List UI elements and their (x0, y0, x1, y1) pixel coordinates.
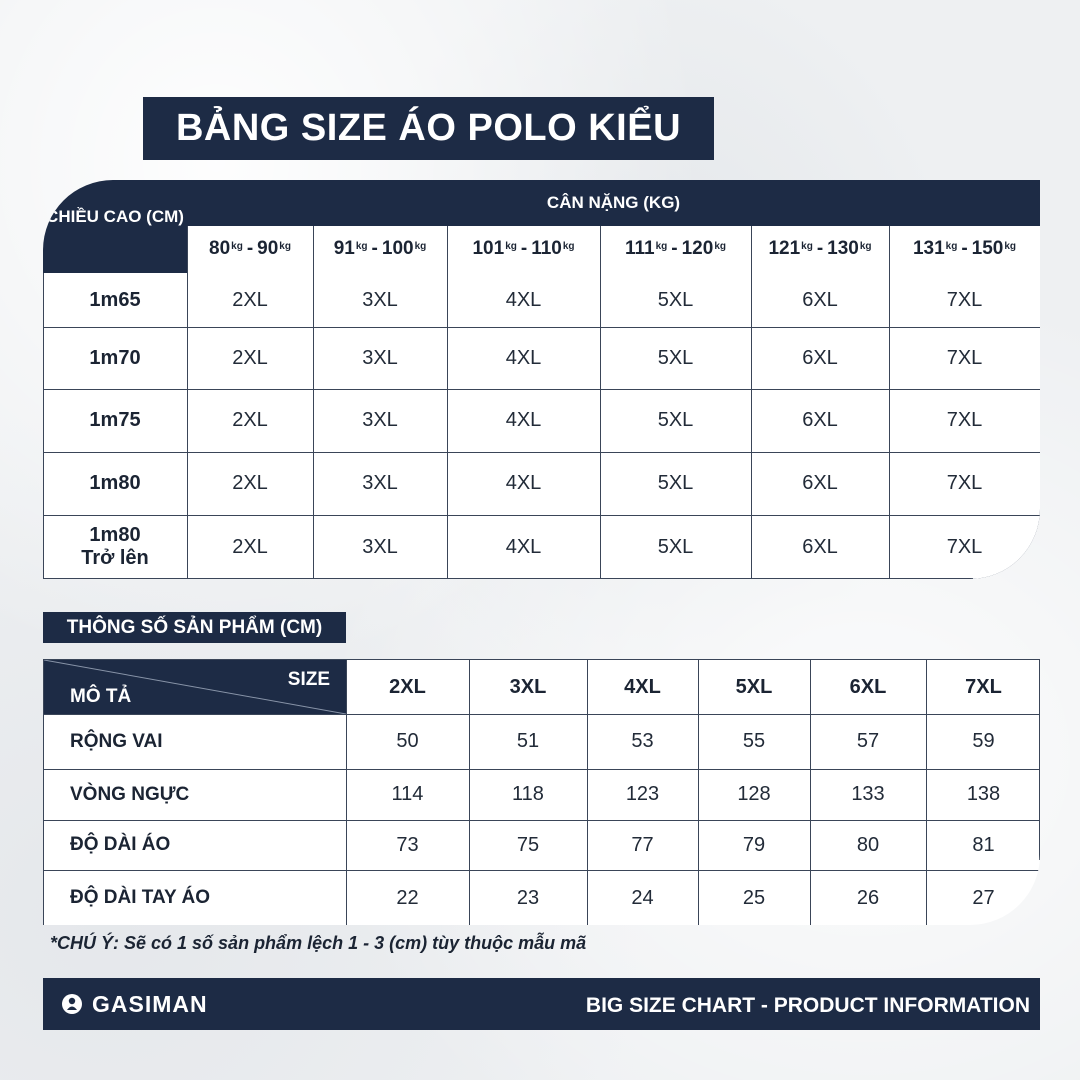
weight-unit: kg (1004, 240, 1017, 252)
spec-value-cell: 128 (737, 783, 771, 805)
size-header-cell: 2XL (389, 675, 426, 698)
product-spec-table (43, 659, 1040, 925)
grid-line (187, 225, 1040, 226)
grid-line (469, 660, 470, 925)
height-cell (43, 515, 187, 579)
size-cell: 5XL (657, 472, 694, 494)
height-cell: 1m80 (89, 472, 141, 494)
brand-name: GASIMAN (92, 990, 208, 1017)
weight-to: 90 (257, 238, 279, 259)
note-text: *CHÚ Ý: Sẽ có 1 số sản phẩm lệch 1 - 3 (cm) tùy thuộc mẫu mã (50, 933, 587, 953)
spec-value-cell: 53 (631, 730, 654, 752)
spec-value-cell: 73 (396, 833, 419, 856)
spec-value-cell: 22 (396, 886, 419, 909)
size-cell: 2XL (232, 288, 268, 311)
size-header-cell: 6XL (849, 675, 887, 698)
size-cell: 3XL (362, 346, 398, 369)
weight-unit: kg (801, 240, 813, 252)
height-cell: 1m70 (89, 346, 141, 369)
size-header-cell: 7XL (965, 675, 1002, 698)
spec-value-cell: 51 (516, 730, 540, 752)
weight-to: 100 (381, 238, 414, 259)
spec-value-cell: 80 (856, 833, 880, 856)
description-header-label: MÔ TẢ (70, 686, 132, 707)
weight-unit: kg (562, 240, 575, 252)
weight-from: 91 (333, 238, 355, 259)
spec-value-cell: 59 (972, 730, 995, 752)
size-cell: 5XL (657, 409, 694, 431)
page-title: BẢNG SIZE ÁO POLO KIỂU (143, 97, 714, 160)
weight-from: 80 (209, 238, 231, 259)
weight-range-cell (889, 225, 1040, 273)
grid-line (43, 273, 44, 579)
spec-corner-header (44, 660, 346, 714)
spec-value-cell: 23 (516, 886, 540, 909)
brand-logo (61, 991, 208, 1017)
size-cell: 3XL (362, 472, 398, 494)
range-dash: - (671, 238, 678, 259)
height-suffix: Trở lên (81, 547, 149, 569)
grid-line (187, 225, 188, 579)
grid-line (44, 714, 1040, 715)
weight-to: 150 (971, 238, 1004, 259)
weight-range-cell (600, 225, 751, 273)
grid-line (587, 660, 588, 925)
weight-to: 130 (827, 238, 859, 259)
grid-line (810, 660, 811, 925)
size-cell: 2XL (232, 535, 268, 558)
size-cell: 7XL (946, 346, 983, 369)
spec-name-cell: RỘNG VAI (70, 730, 163, 752)
grid-line (600, 225, 601, 579)
product-spec-label: THÔNG SỐ SẢN PHẨM (CM) (43, 612, 346, 643)
range-dash: - (246, 238, 254, 259)
weight-from: 101 (472, 238, 505, 259)
size-cell: 6XL (802, 472, 838, 494)
grid-line (751, 225, 752, 579)
size-chart-table (43, 180, 1040, 579)
size-cell: 6XL (802, 346, 838, 369)
size-cell: 7XL (946, 472, 983, 494)
size-cell: 6XL (802, 535, 838, 558)
size-cell: 4XL (505, 288, 542, 311)
spec-value-cell: 77 (631, 833, 654, 856)
footer-bar (43, 978, 1040, 1030)
size-cell: 3XL (362, 288, 398, 311)
weight-unit: kg (355, 240, 368, 252)
size-header-cell: 4XL (624, 675, 661, 698)
grid-line (44, 769, 1040, 770)
weight-header: CÂN NẶNG (KG) (546, 193, 681, 212)
spec-value-cell: 25 (742, 886, 766, 909)
spec-value-cell: 138 (966, 783, 1001, 805)
range-dash: - (520, 238, 528, 259)
grid-line (698, 660, 699, 925)
weight-from: 121 (768, 238, 801, 259)
range-dash: - (371, 238, 378, 259)
size-cell: 7XL (946, 535, 983, 558)
spec-value-cell: 123 (625, 783, 660, 805)
size-cell: 4XL (505, 409, 542, 431)
grid-line (313, 225, 314, 579)
spec-value-cell: 27 (972, 886, 995, 909)
grid-line (926, 660, 927, 925)
size-cell: 5XL (657, 535, 694, 558)
spec-value-cell: 81 (972, 833, 995, 856)
weight-unit: kg (714, 240, 726, 252)
weight-from: 131 (912, 238, 945, 259)
weight-unit: kg (505, 240, 517, 252)
weight-unit: kg (655, 240, 668, 252)
spec-value-cell: 75 (516, 833, 540, 856)
weight-to: 120 (681, 238, 714, 259)
weight-range-cell (187, 225, 313, 273)
grid-line (43, 452, 1040, 453)
range-dash: - (961, 238, 968, 259)
spec-value-cell: 79 (742, 833, 766, 856)
weight-unit: kg (859, 240, 872, 252)
size-cell: 5XL (657, 346, 694, 369)
grid-line (43, 578, 973, 579)
spec-value-cell: 114 (391, 783, 424, 805)
grid-line (447, 225, 448, 579)
size-cell: 4XL (505, 472, 542, 494)
spec-value-cell: 57 (856, 730, 880, 752)
grid-line (1039, 660, 1040, 860)
spec-value-cell: 24 (631, 886, 654, 909)
height-value: 1m80 (89, 524, 141, 546)
spec-name-cell: ĐỘ DÀI TAY ÁO (70, 887, 211, 908)
weight-unit: kg (414, 240, 427, 252)
grid-line (43, 515, 1040, 516)
size-cell: 5XL (657, 288, 694, 311)
spec-value-cell: 26 (856, 886, 880, 909)
size-cell: 3XL (362, 409, 398, 431)
size-header-cell: 3XL (509, 675, 547, 698)
height-column-header: CHIỀU CAO (CM) (46, 207, 184, 226)
size-cell: 4XL (505, 535, 542, 558)
spec-value-cell: 50 (396, 730, 419, 752)
grid-line (346, 660, 347, 925)
grid-line (44, 870, 1040, 871)
height-cell: 1m65 (89, 288, 141, 311)
height-cell: 1m75 (89, 409, 141, 431)
size-cell: 6XL (802, 409, 838, 431)
size-cell: 7XL (946, 409, 983, 431)
size-cell: 4XL (505, 346, 542, 369)
weight-unit: kg (231, 240, 243, 252)
size-cell: 3XL (362, 535, 398, 558)
size-cell: 2XL (232, 472, 268, 494)
size-cell: 2XL (232, 409, 268, 431)
spec-name-cell: ĐỘ DÀI ÁO (70, 834, 171, 855)
weight-range-cell (447, 225, 600, 273)
size-cell: 7XL (946, 288, 983, 311)
gasiman-logo-icon (61, 993, 83, 1015)
weight-unit: kg (279, 240, 291, 252)
size-cell: 2XL (232, 346, 268, 369)
size-cell: 6XL (802, 288, 838, 311)
weight-unit: kg (945, 240, 958, 252)
spec-name-cell: VÒNG NGỰC (70, 783, 190, 805)
weight-from: 111 (625, 238, 655, 259)
spec-value-cell: 118 (512, 783, 544, 805)
grid-line (889, 225, 890, 579)
footer-tagline: BIG SIZE CHART - PRODUCT INFORMATION (585, 994, 1030, 1017)
size-header-label: SIZE (287, 669, 330, 690)
grid-line (44, 820, 1040, 821)
range-dash: - (816, 238, 824, 259)
spec-value-cell: 55 (742, 730, 766, 752)
size-header-cell: 5XL (735, 675, 773, 698)
grid-line (43, 327, 1040, 328)
weight-range-cell (313, 225, 447, 273)
weight-to: 110 (531, 238, 562, 259)
spec-value-cell: 133 (851, 783, 885, 805)
grid-line (43, 389, 1040, 390)
weight-range-cell (751, 225, 889, 273)
